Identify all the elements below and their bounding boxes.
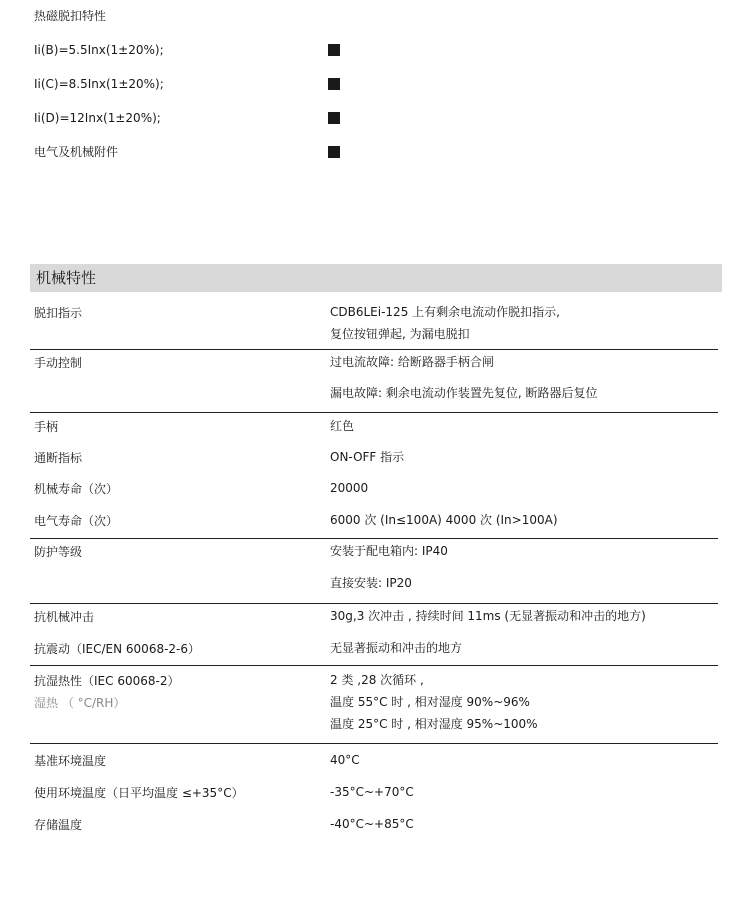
row-value: 漏电故障: 剩余电流动作装置先复位, 断路器后复位	[330, 386, 598, 400]
row-value: 过电流故障: 给断路器手柄合闸	[330, 355, 494, 369]
row-key: 手动控制	[34, 356, 83, 370]
row-value: 6000 次 (In≤100A) 4000 次 (In>100A)	[330, 513, 558, 527]
row-divider	[30, 349, 718, 350]
row-divider	[30, 743, 718, 744]
row-key: 机械寿命（次）	[34, 482, 119, 496]
list-item-label: 电气及机械附件	[34, 145, 119, 159]
row-divider	[30, 665, 718, 666]
row-value: CDB6LEi-125 上有剩余电流动作脱扣指示,	[330, 305, 560, 319]
row-key: 存储温度	[34, 818, 83, 832]
section-header	[30, 264, 722, 292]
row-value: 红色	[330, 419, 355, 433]
square-mark-icon	[328, 112, 340, 124]
row-value: ON-OFF 指示	[330, 450, 405, 464]
row-value: -35°C~+70°C	[330, 785, 414, 799]
row-key: 使用环境温度（日平均温度 ≤+35°C）	[34, 786, 244, 800]
row-subkey: 湿热 （ °C/RH）	[34, 696, 126, 710]
list-item-label: Ii(C)=8.5Inx(1±20%);	[34, 77, 164, 91]
row-value: 40°C	[330, 753, 360, 767]
row-divider	[30, 538, 718, 539]
row-key: 防护等级	[34, 545, 83, 559]
top-title-text: 热磁脱扣特性	[34, 9, 107, 23]
row-key: 脱扣指示	[34, 306, 83, 320]
row-value: 30g,3 次冲击 , 持续时间 11ms (无显著振动和冲击的地方)	[330, 609, 646, 623]
list-item-label: Ii(B)=5.5Inx(1±20%);	[34, 43, 164, 57]
row-value: 温度 25°C 时 , 相对湿度 95%~100%	[330, 717, 538, 731]
row-value: 20000	[330, 481, 369, 495]
row-key: 抗机械冲击	[34, 610, 95, 624]
row-value: 复位按钮弹起, 为漏电脱扣	[330, 327, 470, 341]
row-key: 通断指标	[34, 451, 83, 465]
row-value: 2 类 ,28 次循环 ,	[330, 673, 424, 687]
row-value: 无显著振动和冲击的地方	[330, 641, 463, 655]
square-mark-icon	[328, 44, 340, 56]
row-key: 基准环境温度	[34, 754, 107, 768]
row-value: 温度 55°C 时 , 相对湿度 90%~96%	[330, 695, 530, 709]
row-key: 抗震动（IEC/EN 60068-2-6）	[34, 642, 201, 656]
square-mark-icon	[328, 78, 340, 90]
row-key: 手柄	[34, 420, 59, 434]
row-divider	[30, 412, 718, 413]
row-value: -40°C~+85°C	[330, 817, 414, 831]
square-mark-icon	[328, 146, 340, 158]
list-item-label: Ii(D)=12Inx(1±20%);	[34, 111, 161, 125]
row-key: 电气寿命（次）	[34, 514, 119, 528]
row-value: 安装于配电箱内: IP40	[330, 544, 448, 558]
row-value: 直接安装: IP20	[330, 576, 412, 590]
section-title: 机械特性	[36, 269, 97, 287]
row-key: 抗湿热性（IEC 60068-2）	[34, 674, 180, 688]
row-divider	[30, 603, 718, 604]
